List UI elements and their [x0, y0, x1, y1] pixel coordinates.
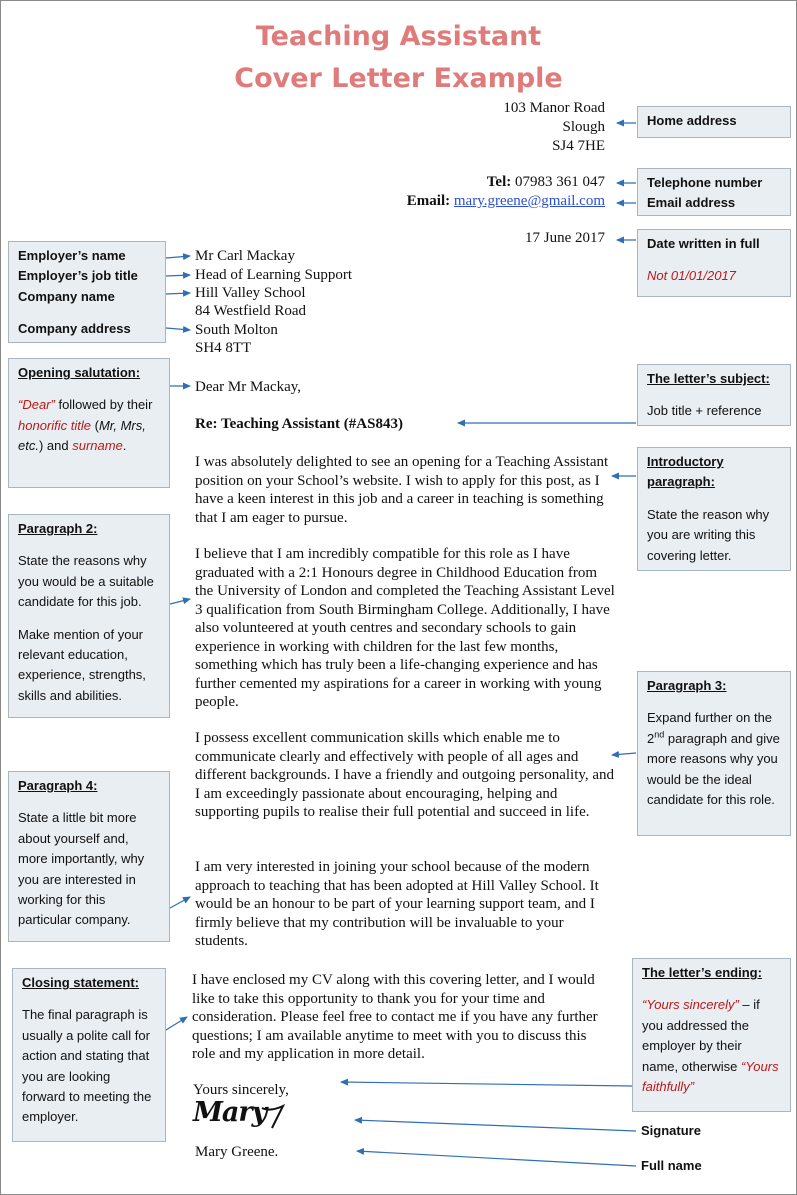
recipient-job-title: Head of Learning Support: [195, 267, 353, 283]
annotation-letter-ending: The letter’s ending: “Yours sincerely” – if you addressed the employer by their name, otherwise “Yours faithfully”: [632, 958, 791, 1112]
recipient-company: Hill Valley School: [195, 285, 306, 301]
tel-value: 07983 361 047: [515, 174, 605, 190]
annotation-company-name: Company name: [18, 288, 115, 304]
recipient-address-line-1: 84 Westfield Road: [195, 303, 306, 319]
annotation-home-address: Home address: [637, 106, 791, 138]
paragraph-3: I possess excellent communication skills which enable me to communicate clearly and effectively with people of all ages and different backgrounds. I have a friendly and outgoing personality, and I am exceedingly passionate about encouraging, helping and supporting pupils to realise their full potential and succeed in life.: [195, 730, 615, 820]
sender-address-line-1: 103 Manor Road: [503, 100, 605, 116]
signature-flourish: [262, 1106, 283, 1128]
annotation-introductory-paragraph: Introductory paragraph: State the reason why you are writing this covering letter.: [637, 447, 791, 571]
tel-label: Tel:: [486, 174, 512, 190]
annotation-employer-job: Employer’s job title: [18, 268, 138, 284]
arrow-employer-job: [166, 275, 190, 276]
email-link[interactable]: mary.greene@gmail.com: [453, 193, 605, 209]
paragraph-1: I was absolutely delighted to see an opening for a Teaching Assistant position on your School’s website. I wish to apply for this post, as I have a keen interest in this job and a career in teaching is something that I am eager to pursue.: [195, 454, 609, 526]
recipient-address-line-3: SH4 8TT: [195, 340, 252, 356]
arrow-full-name: [357, 1151, 636, 1166]
paragraph-4: I am very interested in joining your school because of the modern approach to teaching that has been adopted at Hill Valley School. It would be an honour to be part of your learning support team, and I firmly believe that my contribution will be invaluable to your students.: [195, 859, 599, 949]
annotation-opening-salutation: Opening salutation: “Dear” followed by their honorific title (Mr, Mrs, etc.) and surname.: [8, 358, 170, 488]
page-title-line-2: Cover Letter Example: [234, 63, 563, 94]
annotation-signature: Signature: [641, 1123, 701, 1138]
email-label: Email:: [406, 193, 451, 209]
arrow-paragraph-2: [170, 599, 190, 604]
arrow-company-address: [166, 328, 190, 330]
arrow-closing-statement: [166, 1017, 187, 1030]
paragraph-2: I believe that I am incredibly compatible for this role as I have graduated with a 2:1 Honours degree in Childhood Education from the University of London and completed the Teaching Assistant Level 3 qualification from South Birmingham College. Additionally, I have also volunteered at youth centres and secondary schools to gain experience in working with children for the last few months, something which has truly been a life-changing experience and has further cemented my aspirations for a career in working with young people.: [195, 546, 615, 710]
arrow-letter-ending: [341, 1082, 632, 1086]
arrow-employer-name: [166, 256, 190, 258]
letter-date: 17 June 2017: [525, 230, 605, 246]
annotation-employer-name: Employer’s name: [18, 248, 126, 263]
annotation-closing-statement: Closing statement: The final paragraph is usually a polite call for action and stating that you are looking forward to meeting the employer.: [12, 968, 166, 1142]
arrow-signature: [355, 1120, 636, 1131]
sender-address-line-2: Slough: [562, 119, 605, 135]
annotation-paragraph-4: Paragraph 4: State a little bit more about yourself and, more importantly, why you are interested in working for this particular company.: [8, 771, 170, 942]
annotation-company-address: Company address: [18, 321, 131, 337]
letter-subject: Re: Teaching Assistant (#AS843): [195, 416, 403, 432]
annotation-date: Date written in full Not 01/01/2017: [637, 229, 791, 297]
annotation-telephone: Telephone number: [647, 175, 763, 190]
sender-address-line-3: SJ4 7HE: [552, 138, 605, 154]
annotation-paragraph-3: Paragraph 3: Expand further on the 2nd paragraph and give more reasons why you would be the ideal candidate for this role.: [637, 671, 791, 836]
recipient-address-line-2: South Molton: [195, 322, 278, 338]
annotation-paragraph-2: Paragraph 2: State the reasons why you would be a suitable candidate for this job. Make mention of your relevant education, experience, strengths, skills and abilities.: [8, 514, 170, 718]
page-title-line-1: Teaching Assistant: [255, 21, 542, 52]
full-name: Mary Greene.: [195, 1144, 279, 1160]
arrow-company-name: [166, 293, 190, 294]
paragraph-5: I have enclosed my CV along with this covering letter, and I would like to take this opportunity to thank you for your time and consideration. Please feel free to contact me if you have any further questions; I am available anytime to meet with you to discuss this role and my application in more detail.: [192, 972, 598, 1062]
recipient-name: Mr Carl Mackay: [195, 248, 295, 264]
annotation-email: Email address: [647, 195, 736, 211]
salutation: Dear Mr Mackay,: [195, 379, 302, 395]
annotation-subject: The letter’s subject: Job title + reference: [637, 364, 791, 426]
closing-phrase: Yours sincerely,: [193, 1082, 289, 1098]
arrow-paragraph-4: [170, 897, 190, 908]
annotation-date-note: Not 01/01/2017: [647, 268, 736, 284]
arrow-paragraph-3: [612, 753, 636, 755]
annotation-full-name: Full name: [641, 1158, 702, 1173]
handwritten-signature: Mary: [193, 1097, 267, 1128]
